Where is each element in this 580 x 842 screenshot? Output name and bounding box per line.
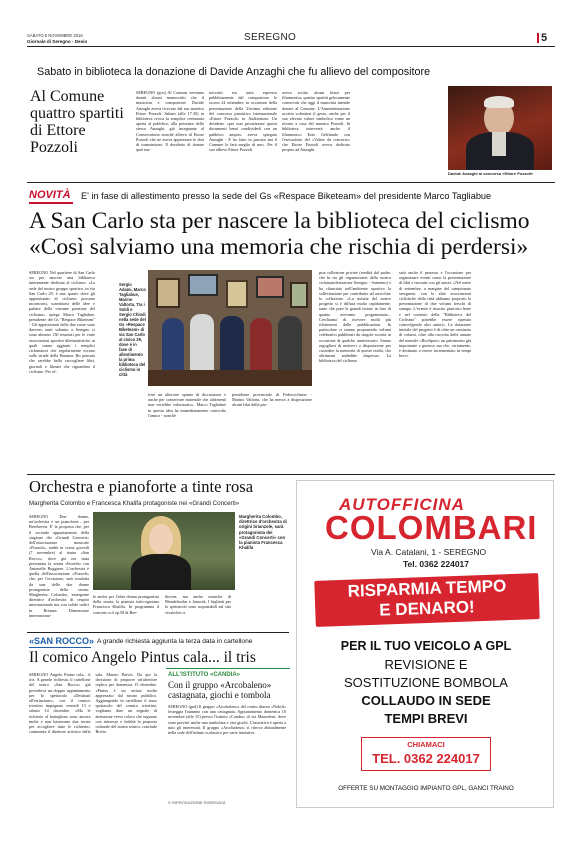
ad-call-label: CHIAMACI bbox=[407, 740, 445, 749]
article-subtitle: Margherita Colombo e Francesca Khalifa protagoniste nei «Grandi Concerti» bbox=[29, 500, 240, 507]
article-column: frire un ulteriore spunto di discussione e anche per conservare materiale che altrimenti non verrebbe valorizzato». Marco Tagliabue in questa idea ha immediatamente coinvolto l'amico - nonché bbox=[148, 392, 226, 418]
article-candia bbox=[166, 668, 290, 778]
ad-brand: COLOMBARI bbox=[325, 509, 538, 546]
photo-caption: Margherita Colombo, direttrice d'orchestra di origini brianzole, sarà protagonista dei «Grandi Concerti» con la pianista Francesca Khalifa bbox=[239, 514, 287, 551]
person-shirt bbox=[492, 132, 506, 156]
anzaghi-photo bbox=[448, 86, 552, 170]
photo-caption: Sergio Adami, Marco Tagliabue, Marino Valtorta. Tra i Soldi e Sergio Chiodi nella sede del Gs «Respace Biketeam» di via San Carlo al civico 29, dove è in fase di allestimento la prima biblioteca del ciclismo in città bbox=[119, 282, 146, 377]
ad-line: REVISIONE E bbox=[384, 657, 468, 672]
article-title: Orchestra e pianoforte a tinte rosa bbox=[29, 477, 254, 496]
wall-frame bbox=[256, 276, 284, 298]
san-rocco-label: «SAN ROCCO» bbox=[29, 636, 95, 646]
article-column: SEREGNO Angelo Pintus cala... il tris. A grande richiesta, il cartellone del teatro «San Rocco» già prevedeva un doppio appuntamento per lo spettacolo «Destinati all'estinzione», con il comico triestino impegnato venerdì 13 e sabato 14 dicembre. «Ma le richieste al botteghino sono ancora molte e non bastavano due serate per accogliere tutte le richieste» commenta il direttore artistico della sala, Marzio Brivio. Da qui la decisione di proporre un'ulteriore replica per domenica 15 dicembre. «Pintus è un artista molto apprezzato dal nostro pubblico. Aggiungendo in cartellone il terzo spettacolo del comico triestino, vogliamo dare un segnale di attenzione verso coloro che seguono con interesse e fedeltà la proposta culturale del nostro teatro» conclude Brivio. bbox=[29, 672, 157, 735]
wall-frame bbox=[290, 282, 308, 308]
wall-frame bbox=[226, 280, 248, 308]
article-subtitle: «Così salviamo una memoria che rischia di perdersi» bbox=[29, 234, 529, 260]
colombo-photo bbox=[93, 512, 235, 590]
ad-promo-line1: RISPARMIA TEMPO bbox=[347, 576, 507, 601]
ad-colombari[interactable] bbox=[296, 480, 554, 808]
article-column: SEREGNO (gcn) Al Comune verranno donati alcuni manoscritti che il musicista e compositore Davide Anzaghi aveva ricevuto dal suo maestro Ettore Pozzoli. Sabato (alle 17.30) in biblioteca civica la semplice cerimonia aperta al pubblico, alla presenza dello stesso Anzaghi, già insegnante al Conservatorio nonché allievo di Ettore Pozzoli che ne aveva apprezzare le doti di trasmissione. Il desiderio di donare quei ma- bbox=[136, 90, 204, 153]
photo-caption: Davide Anzaghi al concorso «Ettore Pozzoli» bbox=[448, 171, 534, 176]
article-column: noscritti era stato espresso pubblicamente dal compositore lo scorso 24 settembre, in occasione della presentazione della 31esima edizione del concorso pianistico internazionale «Ettore Pozzoli» in Auditorium. Un desiderio «per non privatizzare questi documenti bensì condividerli con un pubblico ampio» aveva spiegato Anzaghi - E ho fatto in passato ma il Comune lo farà meglio di me». Per il suo allievo Ettore Pozzoli bbox=[209, 90, 277, 153]
article-title: Con il gruppo «Arcobaleno» bbox=[168, 680, 272, 690]
article-kicker: A grande richiesta aggiunta la terza data in cartellone bbox=[97, 638, 253, 645]
ad-footer: OFFERTE SU MONTAGGIO IMPIANTO GPL, GANCI TRAINO bbox=[338, 785, 514, 792]
ad-line: COLLAUDO IN SEDE bbox=[361, 693, 491, 708]
page-number-bar bbox=[537, 33, 539, 43]
article-ciclismo bbox=[27, 185, 555, 475]
masthead-date: SABATO 5 NOVEMBRE 2016 bbox=[27, 33, 83, 38]
candia-label: ALL'ISTITUTO «CANDIA» bbox=[168, 672, 240, 678]
wall-frame bbox=[156, 278, 180, 308]
article-kicker: Sabato in biblioteca la donazione di Davide Anzaghi che fu allievo del compositore bbox=[37, 66, 431, 78]
novita-underline bbox=[29, 202, 73, 204]
title-line: Al Comune bbox=[30, 88, 105, 105]
copyright: © RIPRODUZIONE RISERVATA bbox=[168, 800, 226, 805]
article-column: sarà anche il pretesto e l'occasione per organizzare eventi come la presentazione di libri e incontri con gli autori. «Nel mese di settembre, a margine del campionato seregnese, con le altre associazioni ciclistiche della città abbiamo proposto la presentazione di due volumi freschi di stampa. L'evento è riuscito piuttosto bene e nel contesto della "Biblioteca del Ciclismo" potrebbe essere ripetuto coinvolgendo altri autori». La dotazione iniziale del progetto è di oltre un centinaio di volumi, oltre alla raccolta delle annate del mensile «BiciSport» un patrimonio già importante e gustoso ma che, certamente, è destinato a essere incrementato in tempi brevi. bbox=[399, 270, 471, 359]
san-rocco-underline bbox=[29, 647, 91, 648]
article-pozzoli bbox=[27, 50, 555, 178]
ciclismo-photo bbox=[148, 270, 312, 386]
article-column: le anche per l'altra donna protagonista della serata, la pianista italo-egiziana Francesca Khalifa. In programma il concerto n.4 op.58 di Bee- bbox=[93, 594, 159, 615]
masthead-rule bbox=[27, 46, 555, 47]
title-line: quattro spartiti bbox=[30, 105, 124, 122]
ad-line: PER IL TUO VEICOLO A GPL bbox=[340, 639, 512, 653]
article-orchestra bbox=[27, 478, 287, 628]
section-divider bbox=[27, 474, 555, 475]
article-column: pria collezione private (eredità dal padre, che fu tra gli organizzatori della storica ciclomanifestazione Seregno - Sanremo) e ha rilanciato nell'ambiente sportivo la sollecitazione per contribuire ad arricchire la collezione. «La notizia del nostro progetto si è diffusa molto rapidamente, tanto che pure le grandi testate in fase di quanto avevamo programmato... Cerchiamo di ricevere molti più riferimenti dalle pubblicazioni. In particolare ci stanno proponendo volumi celebrativi pubblicati da singole società in occasione di qualche anniversario. Siamo orgogliosi di metterci a disposizione per custodire la memoria di queste realtà, che altrimenti andrebbe dispersa». La biblioteca del ciclismo bbox=[319, 270, 391, 364]
masthead-paper: Giornale di Seregno - Desio bbox=[27, 39, 88, 44]
ad-top-word: AUTOFFICINA bbox=[339, 495, 465, 514]
article-column: aveva scritto alcuni brani per filarmonica, quattro spartiti gelosamente conservati che oggi il musicista intende donare al Comune. L'Amministrazione accetta volentieri il gesto, anche per il suo elevato valore simbolico come un ritorno a casa del maestro Pozzoli. In biblioteca interverrà anche il filarmonico Ezio Gelfinado con l'esecuzione del «Valzer da concerto» che Ettore Pozzoli aveva dedicato proprio ad Anzaghi. bbox=[282, 90, 350, 153]
article-title bbox=[30, 88, 130, 156]
article-column: SEREGNO Due donne, un'orchestra e un pianoforte... per Beethoven. E' la proposta che, per il secondo appuntamento della stagione dei «Grandi Concerti» dell'associazione musicale «Pozzoli», andrà in scena giovedì (7 novembre) al teatro «San Rocco», dove già era stata presentata la serata d'esordio con Antonella Ruggiero. L'orchestra è quella dell'associazione «Pozzoli» che, per l'occasione, sarà condotta da una delle due donne protagoniste della serata: Margherita Colombo, emergente direttrice d'orchestra di respiro internazionale ma con solide radici in Brianza. Dimensione internaziona- bbox=[29, 514, 89, 618]
person-hair bbox=[484, 96, 514, 108]
article-title: A San Carlo sta per nascere la biblioteca del ciclismo bbox=[29, 208, 530, 234]
article-kicker: E' in fase di allestimento presso la sede del Gs «Respace Biketeam» del presidente Marco Tagliabue bbox=[81, 191, 492, 201]
article-title: castagnata, giochi e tombola bbox=[168, 690, 271, 700]
ad-call-phone: TEL. 0362 224017 bbox=[372, 751, 480, 766]
article-column: SEREGNO (gnd) Il gruppo «Arcobaleno» del centro diurno «Nobili» festeggia l'autunno con una castagnata. Appuntamento domenica 10 novembre (alle 15) presso l'istituto «Candia» di via Mazzoleni, dove sono previsti anche una tombolata e vari giochi. L'iniziativa è aperta a tutti gli interessati. Il gruppo «Arcobaleno» si ritrova abitualmente nella sede dell'istituto scolastico per varie iniziative. bbox=[168, 704, 286, 736]
ad-line: SOSTITUZIONE BOMBOLA bbox=[344, 675, 508, 690]
novita-label: NOVITÀ bbox=[29, 189, 71, 201]
candia-rule bbox=[166, 668, 290, 669]
article-column: presidente provinciale di Federciclismo - Marino Valtorta, che ha messo a disposizione alcuni libri della pro- bbox=[232, 392, 312, 408]
wall-frame bbox=[188, 274, 218, 296]
ad-promo-line2: E DENARO! bbox=[378, 597, 475, 620]
section-name: SEREGNO bbox=[244, 32, 297, 43]
person-head bbox=[149, 524, 173, 554]
article-column: thoven, ma anche musiche di Mendelssohn e Janacek. I biglietti per lo spettacolo sono acquistabili sul sito vivaticket.it. bbox=[165, 594, 231, 615]
section-divider bbox=[27, 182, 555, 183]
ad-line: TEMPI BREVI bbox=[384, 711, 468, 726]
person-body bbox=[131, 554, 191, 590]
article-title: Il comico Angelo Pintus cala... il tris bbox=[29, 649, 256, 666]
ad-phone: Tel. 0362 224017 bbox=[403, 559, 470, 569]
section-divider bbox=[27, 632, 289, 633]
title-line: di Ettore Pozzoli bbox=[30, 122, 86, 156]
page-number: 5 bbox=[541, 32, 548, 44]
ad-address: Via A. Catalani, 1 - SEREGNO bbox=[371, 547, 487, 557]
bookshelf bbox=[148, 370, 312, 386]
article-column: SEREGNO Nel quartiere di San Carlo sta per nascere una biblioteca interamente dedicata al ciclismo. «La sede del nostro gruppo sportivo, in via San Carlo 29, è uno spazio dove gli appassionati di ciclismo possono incontrarsi, scambiarsi delle idee e parlare della comune passione del ciclismo» spiega Marco Tagliabue, presidente del Gs "Respace Biketeam" - Gli appassionati delle due ruote sono davvero tanti soltanto a Seregno ci sono almeno 130 tesserati per le varie associazioni sportive dilettantistiche, ai quali vanno aggiunti i semplici ciclomatori che regolarmente escono sulle strade della Brianza. Ho pensato che sarebbe bello raccogliere libri, giornali e filmati che riguardino il ciclismo. Per of- bbox=[29, 270, 95, 374]
